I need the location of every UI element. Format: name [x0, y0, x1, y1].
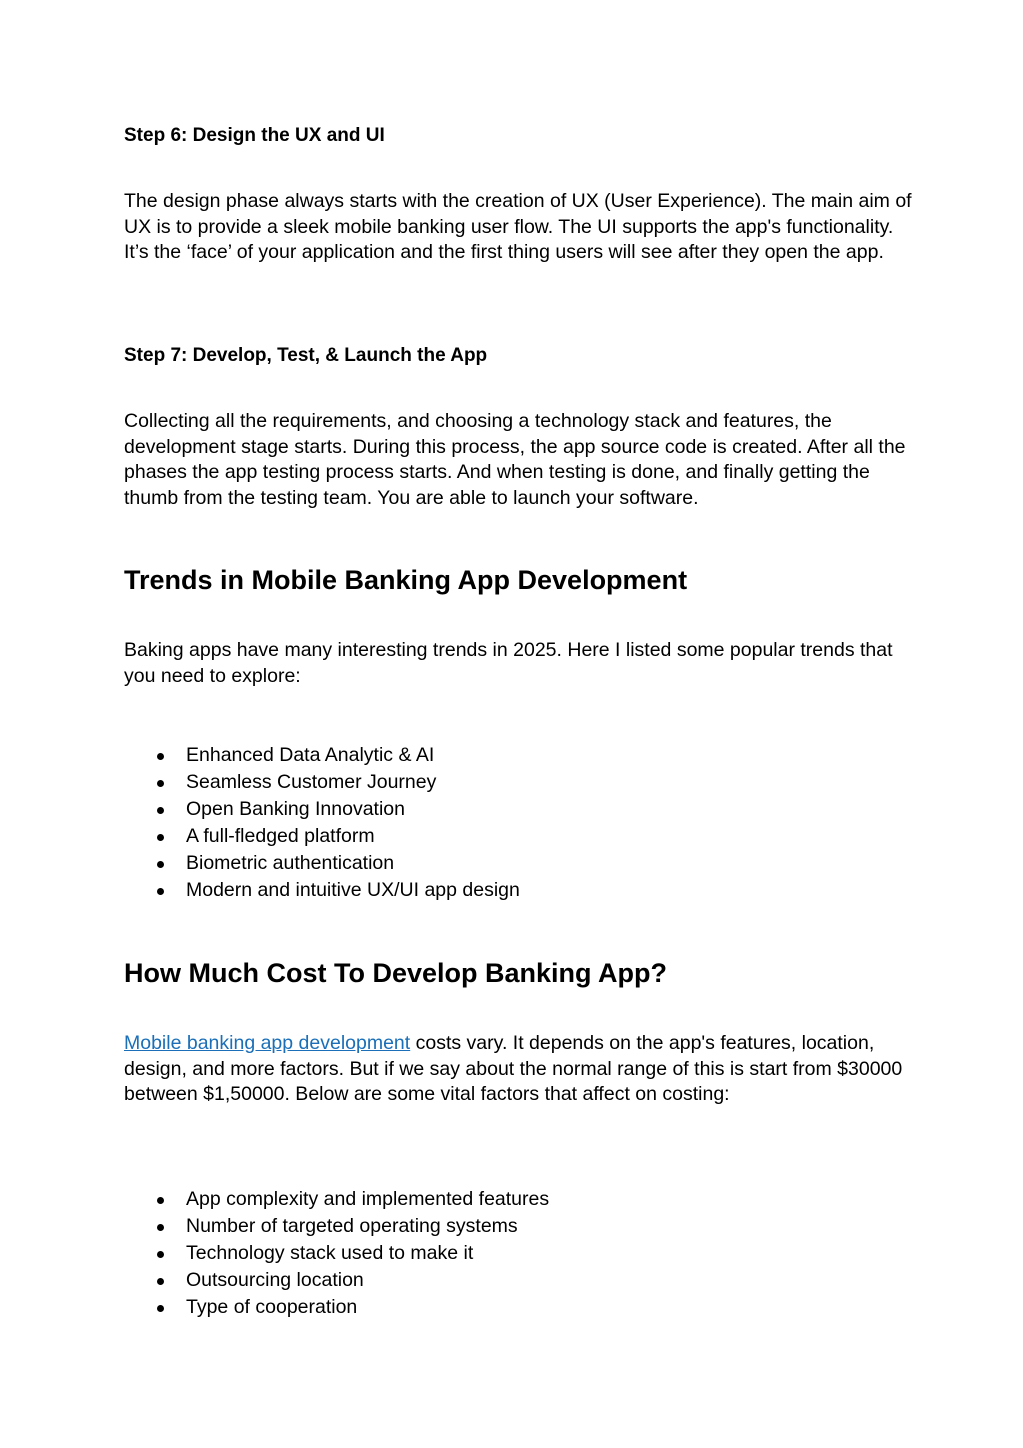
bullet-icon — [157, 861, 164, 868]
list-item — [124, 796, 914, 823]
cost-heading: How Much Cost To Develop Banking App? — [124, 958, 667, 988]
step-7-paragraph: Collecting all the requirements, and choosing a technology stack and features, the development stage starts. During this process, the app source code is created. After all the phases the app testing process starts. And when testing is done, and finally getting the thumb from the testing team. You are able to launch your software. — [124, 410, 906, 509]
list-item-text: Enhanced Data Analytic & AI — [186, 744, 435, 766]
cost-intro — [124, 1031, 914, 1108]
list-item — [124, 1240, 914, 1267]
trends-heading: Trends in Mobile Banking App Development — [124, 565, 688, 595]
list-item-text: Technology stack used to make it — [186, 1242, 474, 1265]
list-item — [124, 1294, 914, 1321]
step-7-heading: Step 7: Develop, Test, & Launch the App — [124, 345, 488, 366]
mobile-banking-app-development-link[interactable]: Mobile banking app development — [124, 1032, 411, 1054]
cost-intro-text: costs vary. It depends on the app's features, location, design, and more factors. But if we say about the normal range of this is start from $30000 between $1,50000. Below are some vital factors that affect on costing: — [124, 1032, 903, 1106]
list-item — [124, 1213, 914, 1240]
bullet-icon — [157, 834, 164, 841]
list-item — [124, 769, 914, 796]
list-item-text: Open Banking Innovation — [186, 798, 405, 821]
bullet-icon — [157, 1251, 164, 1258]
bullet-icon — [157, 780, 164, 787]
bullet-icon — [157, 1197, 164, 1204]
list-item-text: Modern and intuitive UX/UI app design — [186, 879, 520, 902]
list-item-text: Type of cooperation — [186, 1296, 358, 1319]
list-item — [124, 877, 914, 904]
step-6-heading: Step 6: Design the UX and UI — [124, 125, 385, 146]
bullet-icon — [157, 1305, 164, 1312]
list-item — [124, 1186, 914, 1213]
list-item-text: App complexity and implemented features — [186, 1188, 550, 1210]
trends-list — [124, 742, 914, 905]
list-item-text: Biometric authentication — [186, 852, 395, 875]
bullet-icon — [157, 1278, 164, 1285]
bullet-icon — [157, 753, 164, 760]
list-item — [124, 850, 914, 877]
list-item-text: A full-fledged platform — [186, 825, 375, 848]
bullet-icon — [157, 1224, 164, 1231]
list-item-text: Number of targeted operating systems — [186, 1215, 518, 1238]
list-item — [124, 1267, 914, 1294]
bullet-icon — [157, 888, 164, 895]
list-item-text: Outsourcing location — [186, 1269, 364, 1292]
list-item — [124, 742, 914, 769]
cost-factors-list — [124, 1186, 914, 1321]
bullet-icon — [157, 807, 164, 814]
list-item-text: Seamless Customer Journey — [186, 771, 437, 794]
list-item — [124, 823, 914, 850]
trends-intro: Baking apps have many interesting trends in 2025. Here I listed some popular trends that you need to explore: — [124, 639, 893, 687]
step-6-paragraph: The design phase always starts with the creation of UX (User Experience). The main aim of UX is to provide a sleek mobile banking user flow. The UI supports the app's functionality. It’s the ‘face’ of your application and the first thing users will see after they open the app. — [124, 190, 912, 264]
